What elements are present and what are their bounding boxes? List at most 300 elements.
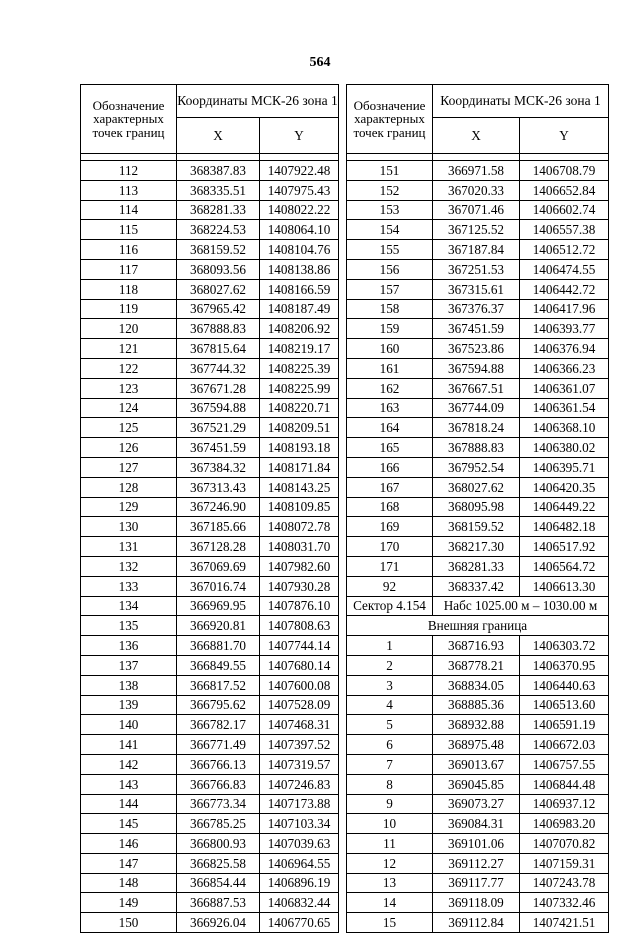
point-id-cell: 12	[347, 853, 433, 873]
y-cell: 1406303.72	[520, 636, 609, 656]
y-cell: 1406440.63	[520, 675, 609, 695]
point-id-cell: 164	[347, 418, 433, 438]
point-id-cell: 123	[81, 378, 177, 398]
y-cell: 1407319.57	[260, 754, 339, 774]
point-id-cell: 129	[81, 497, 177, 517]
y-cell: 1407039.63	[260, 834, 339, 854]
y-cell: 1406513.60	[520, 695, 609, 715]
x-cell: 366854.44	[177, 873, 260, 893]
y-cell: 1407930.28	[260, 576, 339, 596]
table-row	[81, 655, 339, 675]
table-row	[81, 834, 339, 854]
point-id-cell: 149	[81, 893, 177, 913]
x-cell: 366766.83	[177, 774, 260, 794]
table-row	[81, 299, 339, 319]
y-cell: 1406368.10	[520, 418, 609, 438]
point-id-cell: 151	[347, 161, 433, 181]
coords-title-header: Координаты МСК-26 зона 1	[177, 85, 339, 118]
table-row	[347, 339, 609, 359]
y-cell: 1406983.20	[520, 814, 609, 834]
table-row	[81, 339, 339, 359]
y-cell: 1406557.38	[520, 220, 609, 240]
y-cell: 1408225.99	[260, 378, 339, 398]
coords-title-header: Координаты МСК-26 зона 1	[433, 85, 609, 118]
y-cell: 1408206.92	[260, 319, 339, 339]
point-id-cell: 127	[81, 457, 177, 477]
table-row	[81, 715, 339, 735]
y-cell: 1407243.78	[520, 873, 609, 893]
x-cell: 366817.52	[177, 675, 260, 695]
table-row	[347, 794, 609, 814]
point-id-cell: 158	[347, 299, 433, 319]
y-cell: 1406832.44	[260, 893, 339, 913]
point-id-cell: 138	[81, 675, 177, 695]
table-row	[81, 596, 339, 616]
x-cell: 367671.28	[177, 378, 260, 398]
table-row	[81, 497, 339, 517]
point-id-cell: 15	[347, 913, 433, 933]
point-id-cell: 3	[347, 675, 433, 695]
x-cell: 368932.88	[433, 715, 520, 735]
y-cell: 1407744.14	[260, 636, 339, 656]
x-cell: 367965.42	[177, 299, 260, 319]
point-id-cell: 145	[81, 814, 177, 834]
point-id-cell: 115	[81, 220, 177, 240]
y-cell: 1408104.76	[260, 240, 339, 260]
x-cell: 368335.51	[177, 180, 260, 200]
y-cell: 1406376.94	[520, 339, 609, 359]
x-cell: 367016.74	[177, 576, 260, 596]
table-row	[81, 418, 339, 438]
table-row	[81, 754, 339, 774]
table-row	[347, 200, 609, 220]
x-cell: 368095.98	[433, 497, 520, 517]
x-header: X	[433, 118, 520, 154]
x-cell: 367818.24	[433, 418, 520, 438]
y-cell: 1406420.35	[520, 477, 609, 497]
table-row	[347, 715, 609, 735]
point-id-cell: 121	[81, 339, 177, 359]
x-cell: 369112.84	[433, 913, 520, 933]
point-id-cell: 8	[347, 774, 433, 794]
y-cell: 1408209.51	[260, 418, 339, 438]
y-cell: 1406442.72	[520, 279, 609, 299]
x-cell: 369045.85	[433, 774, 520, 794]
point-id-cell: 156	[347, 259, 433, 279]
point-id-cell: 118	[81, 279, 177, 299]
point-id-cell: 171	[347, 556, 433, 576]
y-cell: 1406366.23	[520, 358, 609, 378]
y-cell: 1408225.39	[260, 358, 339, 378]
x-cell: 367384.32	[177, 457, 260, 477]
y-cell: 1408219.17	[260, 339, 339, 359]
y-cell: 1406395.71	[520, 457, 609, 477]
point-id-cell: 167	[347, 477, 433, 497]
point-id-cell: 163	[347, 398, 433, 418]
y-cell: 1406964.55	[260, 853, 339, 873]
y-cell: 1407468.31	[260, 715, 339, 735]
y-cell: 1408109.85	[260, 497, 339, 517]
point-id-cell: 132	[81, 556, 177, 576]
x-cell: 367125.52	[433, 220, 520, 240]
y-cell: 1407680.14	[260, 655, 339, 675]
table-row	[81, 537, 339, 557]
right-table-body	[347, 161, 609, 933]
table-row	[347, 655, 609, 675]
point-id-cell: 150	[81, 913, 177, 933]
y-cell: 1407070.82	[520, 834, 609, 854]
y-cell: 1407246.83	[260, 774, 339, 794]
x-cell: 367952.54	[433, 457, 520, 477]
table-row	[81, 735, 339, 755]
coordinates-table-left	[80, 84, 339, 933]
y-cell: 1406564.72	[520, 556, 609, 576]
x-cell: 367128.28	[177, 537, 260, 557]
x-cell: 367376.37	[433, 299, 520, 319]
x-cell: 366800.93	[177, 834, 260, 854]
y-cell: 1407528.09	[260, 695, 339, 715]
y-cell: 1407421.51	[520, 913, 609, 933]
y-cell: 1408171.84	[260, 457, 339, 477]
point-id-cell: 166	[347, 457, 433, 477]
y-cell: 1406361.07	[520, 378, 609, 398]
x-header: X	[177, 118, 260, 154]
y-cell: 1406937.12	[520, 794, 609, 814]
table-row	[347, 358, 609, 378]
x-cell: 368387.83	[177, 161, 260, 181]
table-row	[347, 319, 609, 339]
point-id-cell: 4	[347, 695, 433, 715]
point-id-cell: 165	[347, 438, 433, 458]
point-id-cell: 142	[81, 754, 177, 774]
y-cell: 1408143.25	[260, 477, 339, 497]
x-cell: 369118.09	[433, 893, 520, 913]
x-cell: 366782.17	[177, 715, 260, 735]
point-id-cell: 139	[81, 695, 177, 715]
x-cell: 367815.64	[177, 339, 260, 359]
table-row	[81, 873, 339, 893]
x-cell: 367185.66	[177, 517, 260, 537]
y-cell: 1408220.71	[260, 398, 339, 418]
table-row	[347, 675, 609, 695]
point-id-cell: 160	[347, 339, 433, 359]
x-cell: 368716.93	[433, 636, 520, 656]
coordinates-table-right	[346, 84, 609, 933]
x-cell: 368224.53	[177, 220, 260, 240]
point-id-cell: 153	[347, 200, 433, 220]
y-cell: 1406844.48	[520, 774, 609, 794]
table-row	[347, 398, 609, 418]
x-cell: 366785.25	[177, 814, 260, 834]
table-row	[81, 814, 339, 834]
point-id-cell: 114	[81, 200, 177, 220]
y-cell: 1407808.63	[260, 616, 339, 636]
table-row	[347, 220, 609, 240]
table-row	[347, 457, 609, 477]
table-row	[347, 279, 609, 299]
y-cell: 1407397.52	[260, 735, 339, 755]
point-id-cell: 117	[81, 259, 177, 279]
y-cell: 1406591.19	[520, 715, 609, 735]
x-cell: 367744.09	[433, 398, 520, 418]
table-row	[81, 675, 339, 695]
y-cell: 1406770.65	[260, 913, 339, 933]
x-cell: 368778.21	[433, 655, 520, 675]
table-row	[81, 457, 339, 477]
x-cell: 368834.05	[433, 675, 520, 695]
table-row	[347, 735, 609, 755]
table-row	[81, 161, 339, 181]
table-row	[347, 240, 609, 260]
x-cell: 366766.13	[177, 754, 260, 774]
y-cell: 1406512.72	[520, 240, 609, 260]
table-row	[347, 161, 609, 181]
y-cell: 1406474.55	[520, 259, 609, 279]
x-cell: 367315.61	[433, 279, 520, 299]
x-cell: 367667.51	[433, 378, 520, 398]
table-row	[347, 695, 609, 715]
x-cell: 366849.55	[177, 655, 260, 675]
table-row	[81, 220, 339, 240]
point-id-cell: 146	[81, 834, 177, 854]
x-cell: 367246.90	[177, 497, 260, 517]
x-cell: 368975.48	[433, 735, 520, 755]
y-cell: 1406708.79	[520, 161, 609, 181]
y-cell: 1408064.10	[260, 220, 339, 240]
point-id-cell: 137	[81, 655, 177, 675]
table-row	[81, 319, 339, 339]
y-cell: 1406896.19	[260, 873, 339, 893]
y-header: Y	[260, 118, 339, 154]
point-id-cell: 113	[81, 180, 177, 200]
y-cell: 1407600.08	[260, 675, 339, 695]
table-row	[347, 853, 609, 873]
point-id-cell: 140	[81, 715, 177, 735]
x-cell: 367187.84	[433, 240, 520, 260]
table-row	[81, 200, 339, 220]
x-cell: 368217.30	[433, 537, 520, 557]
y-header: Y	[520, 118, 609, 154]
table-row	[81, 398, 339, 418]
y-cell: 1408031.70	[260, 537, 339, 557]
y-cell: 1406393.77	[520, 319, 609, 339]
point-id-cell: 154	[347, 220, 433, 240]
table-row	[81, 913, 339, 933]
table-row	[81, 240, 339, 260]
y-cell: 1406482.18	[520, 517, 609, 537]
x-cell: 366920.81	[177, 616, 260, 636]
y-cell: 1408138.86	[260, 259, 339, 279]
point-id-cell: 7	[347, 754, 433, 774]
table-row	[347, 477, 609, 497]
sector-label: Сектор 4.154	[347, 596, 433, 616]
table-row	[347, 893, 609, 913]
point-id-cell: 124	[81, 398, 177, 418]
x-cell: 366795.62	[177, 695, 260, 715]
table-row	[347, 438, 609, 458]
x-cell: 367071.46	[433, 200, 520, 220]
y-cell: 1406672.03	[520, 735, 609, 755]
point-id-cell: 5	[347, 715, 433, 735]
table-row	[347, 913, 609, 933]
point-id-cell: 6	[347, 735, 433, 755]
x-cell: 367069.69	[177, 556, 260, 576]
x-cell: 367251.53	[433, 259, 520, 279]
point-id-cell: 144	[81, 794, 177, 814]
x-cell: 366773.34	[177, 794, 260, 814]
x-cell: 368281.33	[433, 556, 520, 576]
y-cell: 1406613.30	[520, 576, 609, 596]
x-cell: 366969.95	[177, 596, 260, 616]
point-id-cell: 143	[81, 774, 177, 794]
table-row	[347, 418, 609, 438]
y-cell: 1406380.02	[520, 438, 609, 458]
table-row	[81, 695, 339, 715]
point-id-cell: 170	[347, 537, 433, 557]
point-id-cell: 119	[81, 299, 177, 319]
table-row	[347, 873, 609, 893]
y-cell: 1406449.22	[520, 497, 609, 517]
point-id-cell: 126	[81, 438, 177, 458]
table-row	[347, 378, 609, 398]
x-cell: 369101.06	[433, 834, 520, 854]
x-cell: 366926.04	[177, 913, 260, 933]
table-row	[347, 576, 609, 596]
point-id-cell: 10	[347, 814, 433, 834]
table-row	[347, 180, 609, 200]
point-id-cell: 135	[81, 616, 177, 636]
x-cell: 369013.67	[433, 754, 520, 774]
x-cell: 368337.42	[433, 576, 520, 596]
point-id-cell: 9	[347, 794, 433, 814]
x-cell: 367594.88	[433, 358, 520, 378]
point-id-cell: 11	[347, 834, 433, 854]
table-row	[347, 834, 609, 854]
point-id-cell: 152	[347, 180, 433, 200]
x-cell: 368159.52	[433, 517, 520, 537]
y-cell: 1406757.55	[520, 754, 609, 774]
x-cell: 366825.58	[177, 853, 260, 873]
table-row	[347, 517, 609, 537]
x-cell: 367020.33	[433, 180, 520, 200]
y-cell: 1406652.84	[520, 180, 609, 200]
y-cell: 1407876.10	[260, 596, 339, 616]
sector-value: Набс 1025.00 м – 1030.00 м	[433, 596, 609, 616]
point-id-cell: 1	[347, 636, 433, 656]
x-cell: 367521.29	[177, 418, 260, 438]
y-cell: 1408187.49	[260, 299, 339, 319]
table-row	[81, 853, 339, 873]
x-cell: 367451.59	[433, 319, 520, 339]
point-id-cell: 141	[81, 735, 177, 755]
x-cell: 366771.49	[177, 735, 260, 755]
table-row	[81, 893, 339, 913]
y-cell: 1407103.34	[260, 814, 339, 834]
table-row	[347, 754, 609, 774]
point-id-cell: 133	[81, 576, 177, 596]
outer-boundary-row	[347, 616, 609, 636]
table-row	[347, 537, 609, 557]
point-label-header: Обозначение характерных точек границ	[347, 85, 433, 154]
x-cell: 368093.56	[177, 259, 260, 279]
y-cell: 1408166.59	[260, 279, 339, 299]
point-id-cell: 116	[81, 240, 177, 260]
table-row	[81, 616, 339, 636]
y-cell: 1407173.88	[260, 794, 339, 814]
point-id-cell: 122	[81, 358, 177, 378]
y-cell: 1408072.78	[260, 517, 339, 537]
table-row	[81, 358, 339, 378]
point-id-cell: 169	[347, 517, 433, 537]
table-row	[347, 774, 609, 794]
sector-row	[347, 596, 609, 616]
x-cell: 369117.77	[433, 873, 520, 893]
point-id-cell: 92	[347, 576, 433, 596]
point-id-cell: 157	[347, 279, 433, 299]
x-cell: 368281.33	[177, 200, 260, 220]
table-row	[81, 517, 339, 537]
x-cell: 368885.36	[433, 695, 520, 715]
table-row	[81, 279, 339, 299]
x-cell: 366971.58	[433, 161, 520, 181]
x-cell: 366887.53	[177, 893, 260, 913]
point-id-cell: 159	[347, 319, 433, 339]
point-id-cell: 134	[81, 596, 177, 616]
point-id-cell: 155	[347, 240, 433, 260]
x-cell: 367313.43	[177, 477, 260, 497]
y-cell: 1406602.74	[520, 200, 609, 220]
x-cell: 368027.62	[177, 279, 260, 299]
y-cell: 1407332.46	[520, 893, 609, 913]
point-id-cell: 2	[347, 655, 433, 675]
point-id-cell: 120	[81, 319, 177, 339]
left-table-body	[81, 161, 339, 933]
y-cell: 1406361.54	[520, 398, 609, 418]
y-cell: 1406370.95	[520, 655, 609, 675]
table-row	[347, 259, 609, 279]
point-id-cell: 130	[81, 517, 177, 537]
x-cell: 367744.32	[177, 358, 260, 378]
point-id-cell: 136	[81, 636, 177, 656]
table-row	[347, 497, 609, 517]
table-row	[81, 378, 339, 398]
point-id-cell: 112	[81, 161, 177, 181]
table-row	[81, 438, 339, 458]
point-id-cell: 162	[347, 378, 433, 398]
x-cell: 367888.83	[433, 438, 520, 458]
point-id-cell: 128	[81, 477, 177, 497]
x-cell: 367523.86	[433, 339, 520, 359]
table-row	[81, 259, 339, 279]
table-row	[347, 814, 609, 834]
table-row	[81, 180, 339, 200]
y-cell: 1407982.60	[260, 556, 339, 576]
point-id-cell: 14	[347, 893, 433, 913]
y-cell: 1407975.43	[260, 180, 339, 200]
point-id-cell: 161	[347, 358, 433, 378]
y-cell: 1407159.31	[520, 853, 609, 873]
x-cell: 367451.59	[177, 438, 260, 458]
x-cell: 369073.27	[433, 794, 520, 814]
table-row	[347, 556, 609, 576]
y-cell: 1406417.96	[520, 299, 609, 319]
point-id-cell: 125	[81, 418, 177, 438]
x-cell: 367594.88	[177, 398, 260, 418]
x-cell: 369084.31	[433, 814, 520, 834]
table-row	[81, 556, 339, 576]
point-id-cell: 131	[81, 537, 177, 557]
y-cell: 1407922.48	[260, 161, 339, 181]
